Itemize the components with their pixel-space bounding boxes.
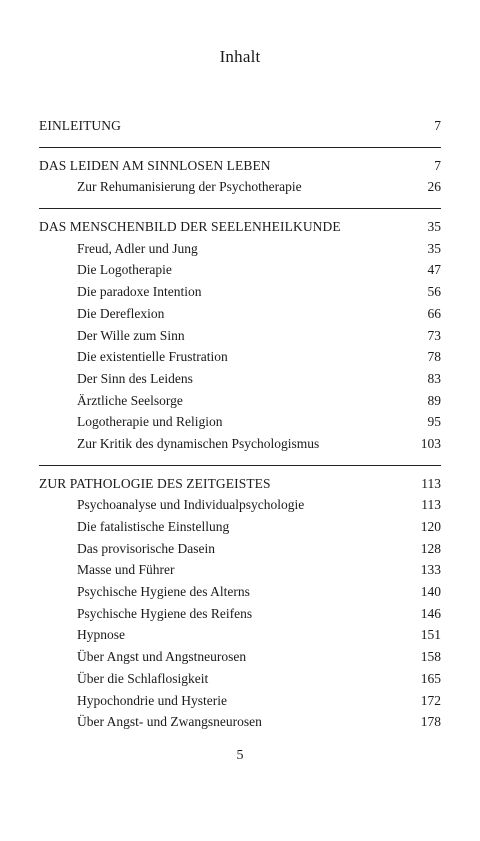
page-ref: 89 xyxy=(427,392,441,408)
page-ref: 66 xyxy=(427,305,441,321)
page-ref: 35 xyxy=(427,240,441,256)
entry-title: Psychische Hygiene des Alterns xyxy=(77,584,250,600)
divider xyxy=(39,465,441,466)
toc-entry xyxy=(39,282,441,304)
entry-title: Psychoanalyse und Individualpsychologie xyxy=(77,497,305,513)
toc-entry xyxy=(39,347,441,369)
page-ref: 113 xyxy=(421,497,441,513)
entry-title: Die Logotherapie xyxy=(77,262,172,278)
page-ref: 178 xyxy=(420,714,441,730)
page-title: Inhalt xyxy=(219,47,261,66)
page-ref: 120 xyxy=(420,519,441,534)
toc-chapter xyxy=(39,156,441,178)
page-number: 5 xyxy=(236,748,244,763)
page-ref: 158 xyxy=(420,649,441,665)
page-ref: 56 xyxy=(427,284,441,300)
page-ref: 133 xyxy=(420,562,441,578)
toc-entry xyxy=(39,177,441,199)
toc-chapter xyxy=(39,116,441,138)
toc-entry xyxy=(39,412,441,434)
page-ref: 26 xyxy=(427,179,441,195)
toc-entry xyxy=(39,691,441,713)
entry-title: Hypochondrie und Hysterie xyxy=(77,692,227,708)
entry-title: Die existentielle Frustration xyxy=(77,349,228,365)
page-ref: 47 xyxy=(427,262,441,278)
entry-title: Freud, Adler und Jung xyxy=(77,240,198,256)
entry-title: Über die Schlaflosigkeit xyxy=(77,670,209,686)
toc-entry xyxy=(39,582,441,604)
toc-chapter xyxy=(39,217,441,239)
entry-title: Die fatalistische Einstellung xyxy=(77,519,230,534)
page-ref: 7 xyxy=(434,157,441,173)
toc-entry xyxy=(39,260,441,282)
toc-entry xyxy=(39,239,441,261)
entry-title: Die paradoxe Intention xyxy=(77,284,202,300)
toc-entry xyxy=(39,369,441,391)
page-ref: 103 xyxy=(420,435,441,451)
entry-title: Hypnose xyxy=(77,627,125,643)
entry-title: Logotherapie und Religion xyxy=(77,414,223,430)
entry-title: Das provisorische Dasein xyxy=(77,540,215,556)
toc-entry xyxy=(39,326,441,348)
toc-entry xyxy=(39,517,441,539)
entry-title: Zur Rehumanisierung der Psychotherapie xyxy=(77,179,302,195)
page-ref: 73 xyxy=(427,327,441,343)
toc-entry xyxy=(39,560,441,582)
toc-entry xyxy=(39,712,441,734)
chapter-title: DAS MENSCHENBILD DER SEELENHEILKUNDE xyxy=(39,219,341,235)
entry-title: Über Angst und Angstneurosen xyxy=(77,649,247,665)
toc-entry xyxy=(39,669,441,691)
chapter-title: ZUR PATHOLOGIE DES ZEITGEISTES xyxy=(39,475,271,491)
toc-entry xyxy=(39,539,441,561)
divider xyxy=(39,208,441,209)
page-ref: 172 xyxy=(420,692,441,708)
page-ref: 165 xyxy=(420,670,441,686)
page-ref: 95 xyxy=(427,414,441,430)
entry-title: Psychische Hygiene des Reifens xyxy=(77,605,253,621)
toc-entry xyxy=(39,391,441,413)
page-ref: 151 xyxy=(420,627,441,643)
toc-entry xyxy=(39,604,441,626)
entry-title: Zur Kritik des dynamischen Psychologismus xyxy=(77,435,320,451)
page-ref: 78 xyxy=(427,349,441,365)
toc-entry xyxy=(39,647,441,669)
entry-title: Ärztliche Seelsorge xyxy=(77,392,183,408)
chapter-title: EINLEITUNG xyxy=(39,118,121,133)
page-ref: 7 xyxy=(434,118,441,133)
entry-title: Masse und Führer xyxy=(77,562,175,578)
chapter-title: DAS LEIDEN AM SINNLOSEN LEBEN xyxy=(39,157,271,173)
toc-entry xyxy=(39,625,441,647)
toc-chapter xyxy=(39,474,441,496)
page-ref: 146 xyxy=(420,605,441,621)
entry-title: Über Angst- und Zwangsneurosen xyxy=(77,714,262,730)
page-ref: 83 xyxy=(427,370,441,386)
entry-title: Der Sinn des Leidens xyxy=(77,370,193,386)
entry-title: Der Wille zum Sinn xyxy=(77,327,185,343)
toc-entry xyxy=(39,434,441,456)
page-ref: 113 xyxy=(421,475,441,491)
divider xyxy=(39,147,441,148)
toc-entry xyxy=(39,495,441,517)
page-ref: 140 xyxy=(420,584,441,600)
table-of-contents xyxy=(39,116,441,734)
toc-entry xyxy=(39,304,441,326)
page-ref: 35 xyxy=(427,219,441,235)
entry-title: Die Dereflexion xyxy=(77,305,165,321)
page-ref: 128 xyxy=(420,540,441,556)
